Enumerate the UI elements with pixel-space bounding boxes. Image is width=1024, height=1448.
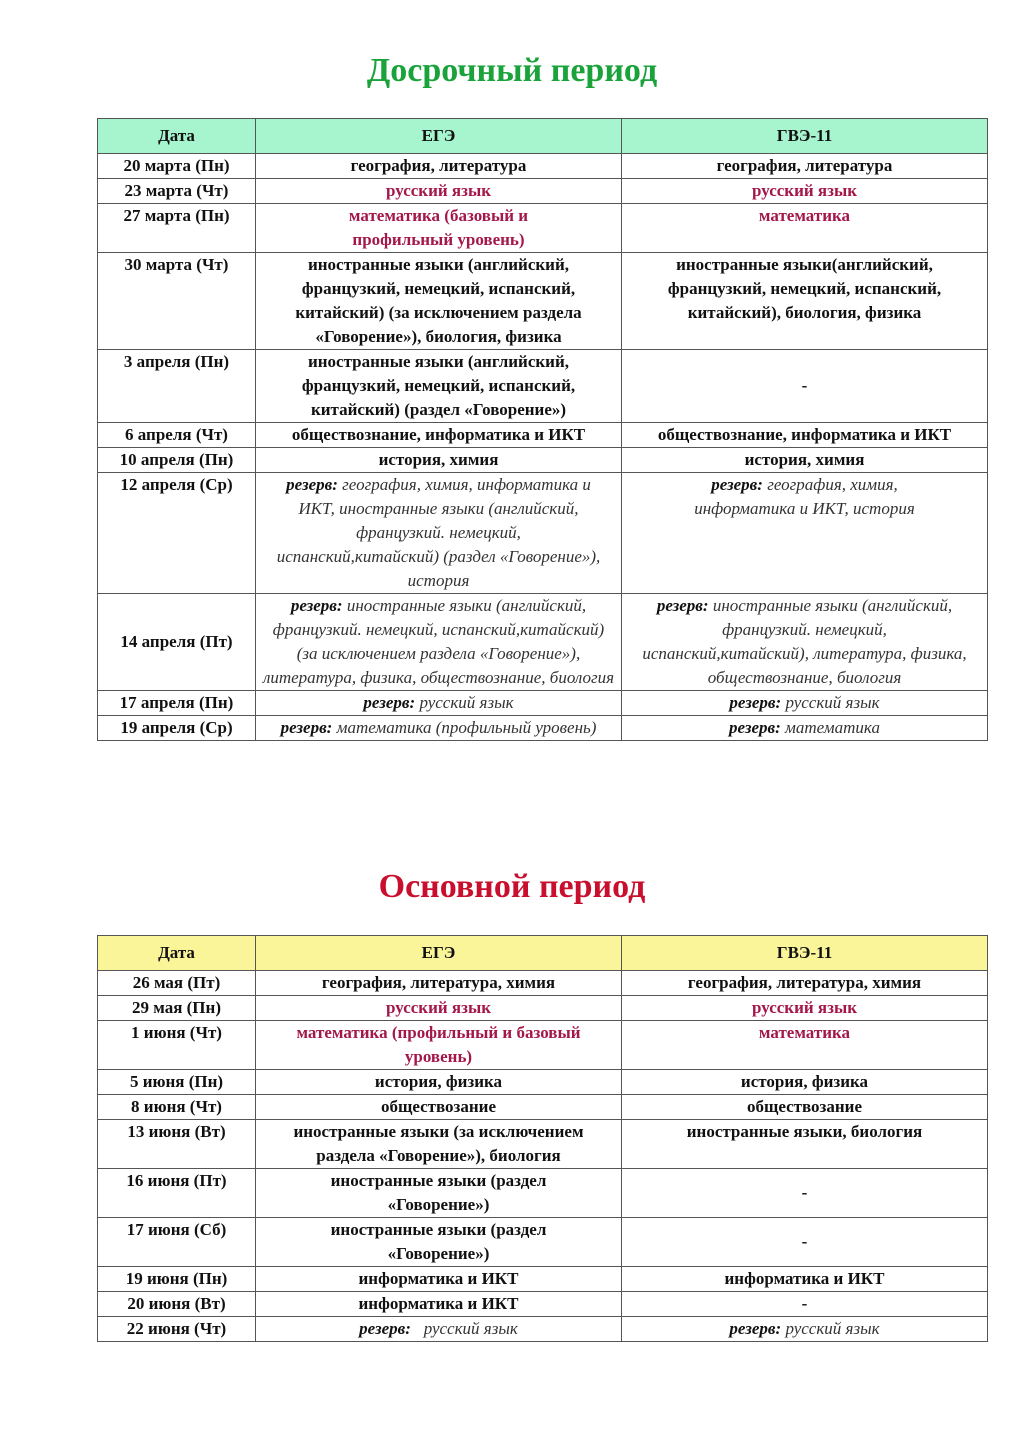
table-row [98, 691, 988, 716]
row-ege-text: русский язык [419, 693, 514, 712]
table-row [98, 1267, 988, 1292]
row-gve-text: русский язык [785, 693, 880, 712]
row-date: 16 июня (Пт) [98, 1169, 256, 1218]
row-ege: математика (профильный и базовый уровень) [256, 1021, 622, 1070]
table-row [98, 1292, 988, 1317]
row-ege [256, 594, 622, 691]
row-date: 20 марта (Пн) [98, 154, 256, 179]
row-ege: история, химия [256, 448, 622, 473]
row-ege-text: иностранные языки (английский, французкий. немецкий, испанский,китайский) (за исключением раздела «Говорение»), литература, физика, обществознание, биология [262, 596, 615, 687]
row-gve: - [622, 1169, 988, 1218]
table-row [98, 1317, 988, 1342]
row-gve: история, физика [622, 1070, 988, 1095]
table-row [98, 154, 988, 179]
table-row [98, 423, 988, 448]
row-gve-text: иностранные языки (английский, французкий. немецкий, испанский,китайский), литература, физика, обществознание, биология [642, 596, 967, 687]
table-row [98, 350, 988, 423]
row-gve: русский язык [622, 996, 988, 1021]
row-ege: иностранные языки (английский, французкий, немецкий, испанский, китайский) (за исключением раздела «Говорение»), биология, физика [256, 253, 622, 350]
reserve-label: резерв: [729, 718, 781, 737]
row-gve: обществозание [622, 1095, 988, 1120]
row-ege [256, 716, 622, 741]
table-row [98, 473, 988, 594]
row-gve: русский язык [622, 179, 988, 204]
row-date: 1 июня (Чт) [98, 1021, 256, 1070]
table-row [98, 253, 988, 350]
header-ege: ЕГЭ [256, 119, 622, 154]
table-row [98, 971, 988, 996]
row-gve-text: география, химия, информатика и ИКТ, история [694, 475, 915, 518]
row-date: 5 июня (Пн) [98, 1070, 256, 1095]
row-gve-text: математика [785, 718, 880, 737]
header-date: Дата [98, 936, 256, 971]
row-date: 30 марта (Чт) [98, 253, 256, 350]
row-date: 22 июня (Чт) [98, 1317, 256, 1342]
reserve-label: резерв: [359, 1319, 411, 1338]
row-ege: иностранные языки (за исключением раздела «Говорение»), биология [256, 1120, 622, 1169]
row-date: 29 мая (Пн) [98, 996, 256, 1021]
row-gve: - [622, 1292, 988, 1317]
row-ege: иностранные языки (раздел «Говорение») [256, 1218, 622, 1267]
table-row [98, 1169, 988, 1218]
table-header-row [98, 936, 988, 971]
header-gve: ГВЭ-11 [622, 936, 988, 971]
row-ege: обществознание, информатика и ИКТ [256, 423, 622, 448]
row-gve: география, литература [622, 154, 988, 179]
reserve-label: резерв: [290, 596, 343, 615]
row-gve [622, 473, 988, 594]
row-date: 19 апреля (Ср) [98, 716, 256, 741]
row-date: 13 июня (Вт) [98, 1120, 256, 1169]
row-ege: география, литература [256, 154, 622, 179]
main-period-title: Основной период [378, 868, 646, 905]
row-gve: - [622, 350, 988, 423]
row-date: 23 марта (Чт) [98, 179, 256, 204]
reserve-label: резерв: [286, 475, 338, 494]
reserve-label: резерв: [363, 693, 416, 712]
row-date: 3 апреля (Пн) [98, 350, 256, 423]
row-date: 26 мая (Пт) [98, 971, 256, 996]
table-row [98, 1070, 988, 1095]
row-gve [622, 594, 988, 691]
row-ege: история, физика [256, 1070, 622, 1095]
header-ege: ЕГЭ [256, 936, 622, 971]
row-ege [256, 473, 622, 594]
row-date: 8 июня (Чт) [98, 1095, 256, 1120]
early-period-table [97, 118, 988, 741]
row-gve: иностранные языки(английский, французкий, немецкий, испанский, китайский), биология, физика [622, 253, 988, 350]
row-date: 17 июня (Сб) [98, 1218, 256, 1267]
row-gve: - [622, 1218, 988, 1267]
table-row [98, 716, 988, 741]
table-row [98, 448, 988, 473]
row-gve [622, 716, 988, 741]
row-ege: география, литература, химия [256, 971, 622, 996]
table-header-row [98, 119, 988, 154]
table-row [98, 1095, 988, 1120]
table-row [98, 179, 988, 204]
row-date: 17 апреля (Пн) [98, 691, 256, 716]
header-gve: ГВЭ-11 [622, 119, 988, 154]
row-gve-text: русский язык [785, 1319, 880, 1338]
row-ege-text: математика (профильный уровень) [336, 718, 597, 737]
row-gve [622, 1317, 988, 1342]
row-date: 27 марта (Пн) [98, 204, 256, 253]
table-row [98, 1218, 988, 1267]
row-gve: математика [622, 1021, 988, 1070]
header-date: Дата [98, 119, 256, 154]
row-gve: история, химия [622, 448, 988, 473]
row-gve: математика [622, 204, 988, 253]
table-row [98, 1120, 988, 1169]
row-ege: русский язык [256, 179, 622, 204]
row-ege: математика (базовый и профильный уровень) [256, 204, 622, 253]
reserve-label: резерв: [729, 693, 782, 712]
reserve-label: резерв: [711, 475, 763, 494]
main-period-table [97, 935, 988, 1342]
table-row [98, 594, 988, 691]
row-ege: иностранные языки (английский, французкий, немецкий, испанский, китайский) (раздел «Говорение») [256, 350, 622, 423]
row-ege-text: русский язык [423, 1319, 518, 1338]
row-date: 6 апреля (Чт) [98, 423, 256, 448]
table-row [98, 996, 988, 1021]
row-ege: русский язык [256, 996, 622, 1021]
reserve-label: резерв: [656, 596, 709, 615]
table-row [98, 1021, 988, 1070]
row-date: 10 апреля (Пн) [98, 448, 256, 473]
row-ege [256, 691, 622, 716]
reserve-label: резерв: [280, 718, 333, 737]
row-ege: иностранные языки (раздел «Говорение») [256, 1169, 622, 1218]
row-gve: иностранные языки, биология [622, 1120, 988, 1169]
row-gve [622, 691, 988, 716]
row-gve: география, литература, химия [622, 971, 988, 996]
reserve-label: резерв: [729, 1319, 782, 1338]
row-ege [256, 1317, 622, 1342]
table-row [98, 204, 988, 253]
row-date: 14 апреля (Пт) [98, 594, 256, 691]
row-date: 19 июня (Пн) [98, 1267, 256, 1292]
row-ege: обществозание [256, 1095, 622, 1120]
row-date: 12 апреля (Ср) [98, 473, 256, 594]
row-ege-text: география, химия, информатика и ИКТ, иностранные языки (английский, французкий. немецкий, испанский,китайский) (раздел «Говорение»), история [276, 475, 601, 590]
early-period-title: Досрочный период [366, 52, 658, 89]
row-ege: информатика и ИКТ [256, 1292, 622, 1317]
row-gve: информатика и ИКТ [622, 1267, 988, 1292]
row-date: 20 июня (Вт) [98, 1292, 256, 1317]
row-gve: обществознание, информатика и ИКТ [622, 423, 988, 448]
row-ege: информатика и ИКТ [256, 1267, 622, 1292]
